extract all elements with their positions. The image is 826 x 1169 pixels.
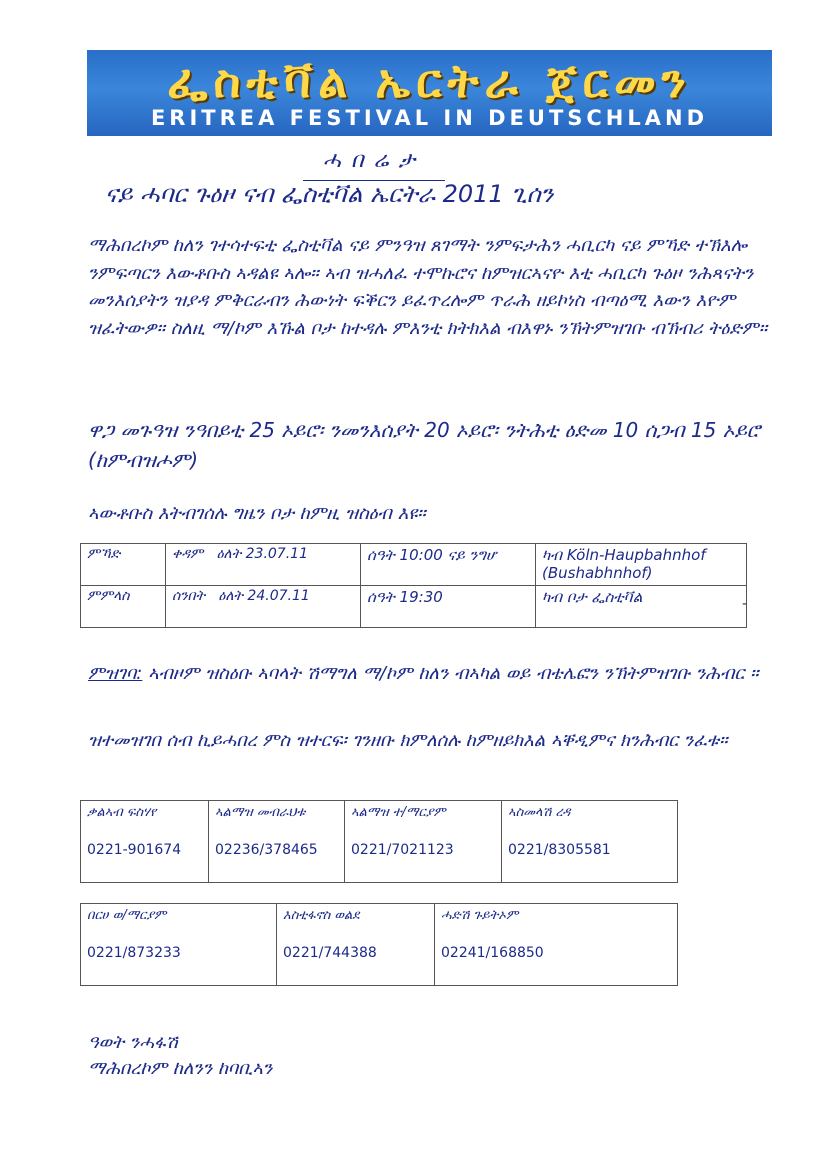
page-heading: ሓበሬታ <box>303 148 445 181</box>
table-row <box>81 544 747 586</box>
registration-paragraph <box>88 660 768 688</box>
bus-schedule-table <box>80 543 747 628</box>
registration-text: ኣብዞም ዝስዕቡ ኣባላት ሽማግለ ማ/ኮም ከለን ብኣካል ወይ ብቴሌፎን ንኽትምዝገቡ ንሕብር ። <box>142 663 759 684</box>
closing-line-1: ዓወት ንሓፋሽ <box>88 1032 178 1053</box>
intro-paragraph: ማሕበረኮም ከለን ገተሳተፍቲ ፌስቲቫል ናይ ምንዓዝ ጸገማት ንምፍታሕን ሓቢርካ ናይ ምኻድ ተኽእሎ ንምፍጣርን እውቶቡስ ኣዳልዩ ኣሎ። ኣብ ዝሓለፈ ተሞኩሮና ከምዝርኣናዮ እቲ ሓቢርካ ጉዕዞ ንሕጻናትን መንእሰያትን ዝያዳ ምቅርራብን ሕውነት ፍቕርን ይፈጥረሎም ጥራሕ ዘይኮነስ ብጣዕሚ እውን እዮም ዝፈትውዎ። ስለዚ ማ/ኮም እኹል ቦታ ከተዳሉ ምእንቲ ክትክእል ብእዋኑ ንኽትምዝገቡ ብኽብሪ ትዕድም። <box>88 235 768 339</box>
banner-subtitle: ERITREA FESTIVAL IN DEUTSCHLAND <box>150 106 709 130</box>
price-paragraph: ዋጋ መጉዓዝ ንዓበይቲ 25 ኦይሮ፡ ንመንእሰያት 20 ኦይሮ፡ ንትሕቲ ዕድመ 10 ሰጋብ 15 ኦይሮ (ከምብዝሖም) <box>88 418 761 472</box>
payment-paragraph: ዝተመዝገበ ሰብ ኪይሓበረ ምስ ዝተርፍ፡ ገንዘቡ ክምለሰሉ ከምዘይክእል ኣቐዲምና ክንሕብር ንፈቱ። <box>88 730 728 751</box>
page-subheading: ናይ ሓባር ጉዕዞ ናብ ፌስቲቫል ኤርትራ 2011 ጊሰን <box>105 180 554 208</box>
schedule-direction: ምምላስ <box>81 586 166 628</box>
banner-title: ፌስቲቫል ኤርትራ ጀርመን <box>167 54 692 108</box>
schedule-place: ካብ Köln-Haupbahnhof (Bushabhnhof) <box>536 544 747 586</box>
schedule-direction: ምኻድ <box>81 544 166 586</box>
registration-label: ምዝገባ: <box>88 663 143 684</box>
contact-cell: በርሀ ወ/ማርያም 0221/873233 <box>81 904 277 986</box>
contacts-table-2 <box>80 903 678 986</box>
table-row <box>81 904 678 986</box>
schedule-place: ካብ ቦታ ፌስቲቫል <box>536 586 747 628</box>
contact-cell: እስቲፋኖስ ወልደ 0221/744388 <box>277 904 435 986</box>
closing-block <box>88 1030 768 1082</box>
contact-cell: ሓድሽ ጉይትኦም 02241/168850 <box>435 904 678 986</box>
schedule-date: ቀዳም ዕለት 23.07.11 <box>166 544 361 586</box>
festival-banner <box>87 50 772 136</box>
schedule-date: ሰንበት ዕለት 24.07.11 <box>166 586 361 628</box>
contact-cell: ኣልማዝ ተ/ማርያም 0221/7021123 <box>345 801 502 883</box>
contact-cell: ቃልኣብ ፍስሃየ 0221-901674 <box>81 801 209 883</box>
contact-cell: ኣስመላሽ ረዳ 0221/8305581 <box>502 801 678 883</box>
schedule-time: ሰዓት 10:00 ናይ ንግሆ <box>361 544 536 586</box>
closing-line-2: ማሕበረኮም ከለንን ከባቢኣን <box>88 1058 273 1079</box>
table-row <box>81 801 678 883</box>
table-row <box>81 586 747 628</box>
schedule-intro: ኣውቶቡስ እትብገሰሉ ግዜን ቦታ ከምዚ ዝስዕብ እዩ። <box>88 503 426 524</box>
stray-mark: - <box>742 596 748 612</box>
schedule-time: ሰዓት 19:30 <box>361 586 536 628</box>
contact-cell: ኣልማዝ መብራህቱ 02236/378465 <box>209 801 345 883</box>
contacts-table-1 <box>80 800 678 883</box>
